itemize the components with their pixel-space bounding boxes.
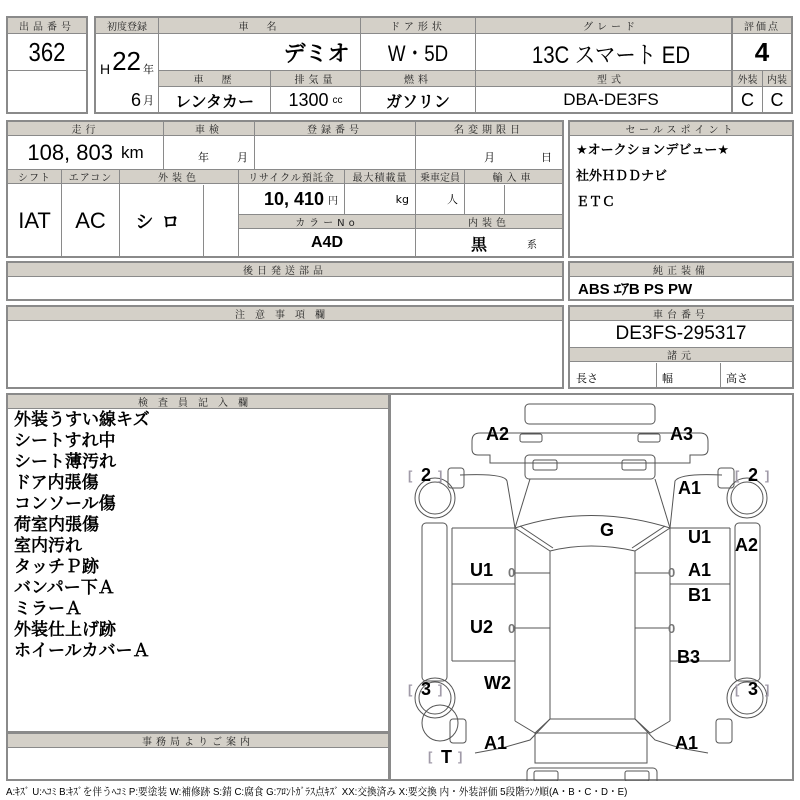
spare-tire-mark: T: [441, 747, 452, 767]
grade: 13C スマート ED: [531, 41, 691, 69]
svg-text:[: [: [408, 682, 413, 697]
chassis-box: [568, 305, 794, 389]
grade-label: グレード: [476, 18, 746, 34]
inspector-remark: シートすれ中: [14, 431, 116, 451]
fuel-label: 燃料: [361, 71, 475, 87]
zero-mark: 0: [508, 621, 516, 636]
name-change-date: 月 日: [484, 151, 552, 164]
specs-label: 諸元: [570, 348, 792, 362]
interior-label: 内装: [763, 71, 791, 87]
door-label: ドア形状: [361, 18, 475, 34]
inspector-remark: 外装仕上げ跡: [14, 620, 116, 640]
car-damage-diagram: [390, 393, 794, 781]
first-reg-label: 初度登録: [96, 18, 158, 34]
fuel: ガソリン: [385, 91, 450, 111]
inspector-remark: ミラーＡ: [14, 599, 82, 619]
inspector-remark: ドア内張傷: [14, 473, 99, 493]
front-fender-right-mark: B3: [677, 647, 701, 667]
exterior-grade: C: [741, 89, 754, 110]
rear-quarter-right-mark: A1: [678, 478, 702, 498]
inspector-remark: シート薄汚れ: [14, 452, 116, 472]
inspector-remark: バンパー下Ａ: [14, 578, 115, 598]
mileage: 108, 803 km: [27, 140, 144, 165]
capacity-label: 乗車定員: [416, 170, 464, 184]
ac: AC: [75, 207, 106, 233]
rear-bumper-right-mark: A3: [670, 424, 694, 444]
front-door-left-lower-mark: U2: [470, 617, 494, 637]
inspector-remark: タッチＰ跡: [14, 557, 99, 577]
spare-tire-shape: [422, 705, 458, 741]
color-no: A4D: [310, 234, 343, 251]
zero-mark: 0: [508, 565, 516, 580]
car-name-label: 車 名: [159, 18, 360, 34]
sale-point-item: 社外ＨＤＤナビ: [576, 169, 668, 184]
import-label: 輸入車: [465, 170, 562, 184]
left-sill-shape: [422, 523, 447, 681]
right-sill-mark: B1: [688, 585, 712, 605]
rear-spoiler-shape: [525, 404, 655, 424]
exterior-label: 外装: [733, 71, 762, 87]
standard-equipment-value: ABS ｴｱB PS PW: [578, 281, 693, 298]
front-grille-shape: [527, 768, 657, 781]
reg-no-label: 登録番号: [255, 122, 415, 136]
recycle-label: リサイクル預託金: [239, 170, 344, 184]
sale-point-item: ＥＴＣ: [576, 195, 616, 210]
displacement-label: 排気量: [271, 71, 360, 87]
later-parts-label: 後日発送部品: [8, 263, 562, 277]
svg-text:]: ]: [438, 468, 443, 483]
spec-width-label: 幅: [662, 372, 673, 385]
capacity-unit: 人: [447, 193, 458, 206]
inspector-label: 検査員記入欄: [8, 395, 388, 409]
recycle-fee: 10, 410 円: [263, 188, 338, 209]
spec-length-label: 長さ: [576, 372, 598, 385]
svg-text:[: [: [428, 749, 433, 764]
notes-box: [6, 305, 564, 389]
zero-mark: 0: [668, 621, 676, 636]
office-box: [6, 733, 390, 781]
first-reg-date: H 22 年: [99, 46, 155, 77]
later-parts-box: [6, 261, 564, 301]
sale-point-item: ★オークションデビュー★: [576, 143, 730, 158]
max-load-unit: kg: [395, 192, 409, 206]
front-door-left-upper-mark: U1: [470, 560, 494, 580]
shift: IAT: [18, 207, 51, 233]
reg-no: [255, 137, 415, 169]
svg-text:]: ]: [765, 468, 770, 483]
hood-shape: [535, 733, 647, 763]
history-label: 車 歴: [159, 71, 270, 87]
sale-points-label: セールスポイント: [570, 122, 792, 136]
front-bumper-right-mark: A1: [675, 733, 699, 753]
tire-front-right-mark: 3: [748, 679, 759, 699]
roof-rail-right-mark: A2: [735, 535, 759, 555]
car-name: デミオ: [283, 41, 350, 67]
damage-code-legend: A:ｷｽﾞ U:ﾍｺﾐ B:ｷｽﾞを伴うﾍｺﾐ P:要塗装 W:補修跡 S:錆 C:腐食 G:ﾌﾛﾝﾄｶﾞﾗｽ点ｷｽﾞ XX:交換済み X:要交換 内・外装評価 5段階ﾗﾝｸ順(A・B・C・D・E): [6, 786, 628, 798]
standard-equipment-box: [568, 261, 794, 301]
score-box: [731, 16, 793, 114]
history: レンタカー: [175, 91, 254, 111]
svg-text:]: ]: [438, 682, 443, 697]
tire-front-left-mark: 3: [421, 679, 432, 699]
color-label: 外装色: [120, 170, 238, 184]
score: 4: [754, 36, 770, 67]
svg-text:]: ]: [765, 682, 770, 697]
spec-height-label: 高さ: [726, 372, 748, 385]
interior-color-label: 内装色: [416, 215, 562, 229]
svg-text:[: [: [735, 682, 740, 697]
notes-label: 注意事項欄: [8, 307, 562, 321]
color-no-label: カラーNo: [239, 215, 415, 229]
front-door-right-upper-mark: A1: [688, 560, 712, 580]
wheel-front-right-shape: [727, 678, 770, 718]
lot-number-box: [6, 16, 88, 114]
inspector-remark: コンソール傷: [14, 494, 116, 514]
score-label: 評価点: [733, 18, 791, 34]
shift-label: シフト: [8, 170, 61, 184]
inspector-remarks-list: [14, 410, 150, 662]
glass-mark: G: [600, 520, 615, 540]
chassis-label: 車台番号: [570, 307, 792, 321]
name-change-label: 名変期限日: [416, 122, 562, 136]
svg-text:[: [: [408, 468, 413, 483]
max-load-label: 最大積載量: [345, 170, 415, 184]
standard-equipment-label: 純正装備: [570, 263, 792, 277]
wheel-rear-right-shape: [727, 478, 767, 518]
rear-bumper-left-mark: A2: [486, 424, 510, 444]
lot-number: 362: [28, 36, 66, 67]
vehicle-info-box: [94, 16, 748, 114]
sale-points-list: [576, 138, 729, 216]
rear-gate-shape: [525, 455, 655, 479]
inspector-remark: 荷室内張傷: [14, 515, 99, 535]
front-bumper-left-mark: A1: [484, 733, 508, 753]
exterior-color: シロ: [135, 211, 188, 233]
mileage-label: 走行: [8, 122, 163, 136]
notes-value: [8, 322, 562, 387]
first-reg-month: 6 月: [130, 89, 154, 110]
front-fender-left-mark: W2: [484, 673, 511, 693]
later-parts-value: [8, 278, 562, 299]
interior-color: 黒 系: [470, 234, 537, 254]
tire-rear-right-mark: 2: [748, 465, 759, 485]
office-value: [8, 749, 388, 778]
svg-text:]: ]: [458, 749, 463, 764]
model-label: 型式: [476, 71, 746, 87]
inspection-date: 年 月: [198, 151, 248, 164]
vehicle-details-box: [6, 120, 564, 258]
inspector-remark: 外装うすい線キズ: [14, 410, 150, 430]
ac-label: エアコン: [62, 170, 119, 184]
tire-rear-left-mark: 2: [421, 465, 432, 485]
chassis-number: DE3FS-295317: [615, 323, 747, 344]
inspector-remark: ホイールカバーＡ: [14, 641, 150, 661]
door-type: W・5D: [387, 40, 449, 66]
displacement: 1300 cc: [288, 89, 343, 110]
model: DBA-DE3FS: [563, 90, 659, 109]
inspector-remark: 室内汚れ: [14, 536, 82, 556]
interior-grade: C: [770, 89, 784, 110]
lot-number-label: 出品番号: [8, 18, 86, 34]
rear-door-right-mark: U1: [688, 527, 712, 547]
office-label: 事務局よりご案内: [8, 734, 388, 748]
svg-text:[: [: [735, 468, 740, 483]
zero-mark: 0: [668, 565, 676, 580]
inspection-label: 車検: [164, 122, 254, 136]
